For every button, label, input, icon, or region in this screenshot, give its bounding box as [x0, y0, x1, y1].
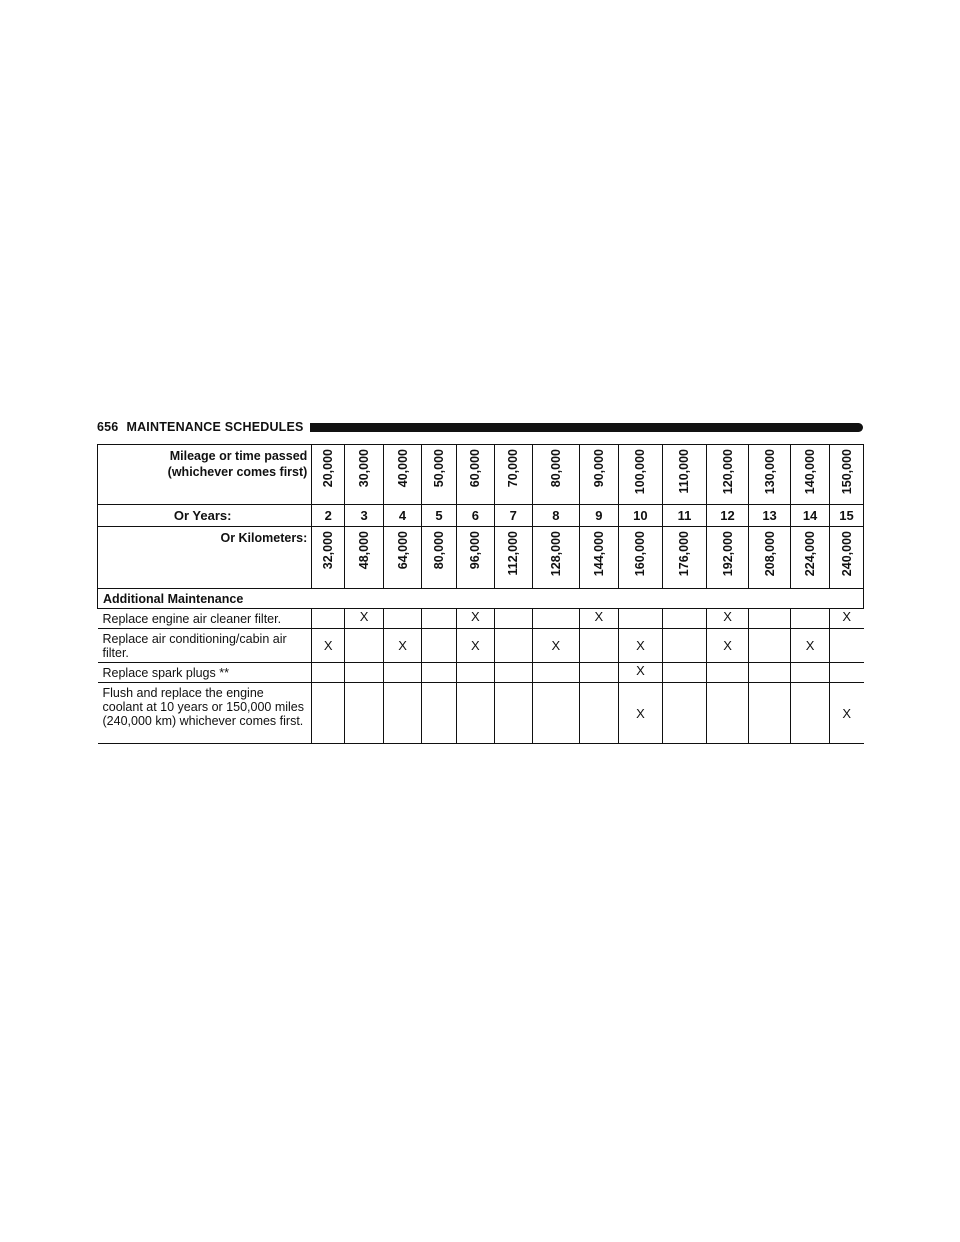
schedule-mark [422, 663, 457, 683]
kilometers-label: Or Kilometers: [98, 527, 312, 589]
year-cell: 4 [384, 505, 422, 527]
mileage-cell [830, 445, 864, 505]
schedule-mark: X [384, 629, 422, 663]
year-cell: 2 [312, 505, 345, 527]
kilometer-value: 128,000 [548, 531, 563, 577]
schedule-mark [532, 663, 579, 683]
kilometer-cell [422, 527, 457, 589]
kilometer-cell [345, 527, 384, 589]
kilometer-cell [532, 527, 579, 589]
mileage-cell [791, 445, 830, 505]
kilometer-value: 96,000 [468, 531, 483, 570]
mileage-value: 110,000 [677, 449, 692, 494]
schedule-mark [422, 683, 457, 744]
task-label: Replace spark plugs ** [98, 663, 312, 683]
kilometer-cell [618, 527, 662, 589]
kilometer-value: 32,000 [321, 531, 336, 570]
schedule-mark [345, 629, 384, 663]
schedule-mark [791, 609, 830, 629]
schedule-mark: X [618, 663, 662, 683]
schedule-mark [707, 663, 749, 683]
kilometer-value: 144,000 [591, 531, 606, 577]
mileage-value: 150,000 [839, 449, 854, 495]
year-cell: 12 [707, 505, 749, 527]
schedule-mark: X [456, 629, 494, 663]
kilometer-value: 160,000 [633, 531, 648, 577]
schedule-mark [456, 663, 494, 683]
mileage-label-line2: (whichever comes first) [167, 465, 308, 479]
schedule-mark [662, 629, 706, 663]
schedule-mark [312, 609, 345, 629]
mileage-cell [384, 445, 422, 505]
schedule-mark [579, 683, 618, 744]
schedule-mark [345, 663, 384, 683]
schedule-mark [345, 683, 384, 744]
task-label: Replace air conditioning/cabin air filter. [98, 629, 312, 663]
kilometer-cell [749, 527, 791, 589]
kilometer-cell [494, 527, 532, 589]
year-cell: 7 [494, 505, 532, 527]
schedule-mark [532, 609, 579, 629]
schedule-mark [312, 663, 345, 683]
schedule-mark: X [707, 629, 749, 663]
mileage-cell [662, 445, 706, 505]
schedule-mark [384, 609, 422, 629]
kilometer-cell [384, 527, 422, 589]
mileage-cell [579, 445, 618, 505]
mileage-value: 30,000 [357, 449, 372, 488]
mileage-label [98, 445, 312, 505]
schedule-mark [312, 683, 345, 744]
kilometers-row [98, 527, 864, 589]
schedule-mark [749, 663, 791, 683]
year-cell: 8 [532, 505, 579, 527]
kilometer-value: 240,000 [839, 531, 854, 577]
mileage-value: 100,000 [633, 449, 648, 495]
schedule-mark [532, 683, 579, 744]
kilometer-cell [707, 527, 749, 589]
year-cell: 5 [422, 505, 457, 527]
mileage-cell [707, 445, 749, 505]
mileage-value: 70,000 [506, 449, 521, 488]
schedule-mark [494, 683, 532, 744]
year-cell: 11 [662, 505, 706, 527]
year-cell: 14 [791, 505, 830, 527]
schedule-mark [384, 663, 422, 683]
kilometer-value: 208,000 [762, 531, 777, 577]
mileage-cell [532, 445, 579, 505]
kilometer-value: 192,000 [720, 531, 735, 577]
kilometer-value: 64,000 [395, 531, 410, 570]
mileage-value: 40,000 [395, 449, 410, 488]
section-heading-row [98, 589, 864, 609]
mileage-value: 130,000 [762, 449, 777, 495]
schedule-mark [749, 683, 791, 744]
kilometer-cell [791, 527, 830, 589]
schedule-mark [749, 609, 791, 629]
mileage-cell [312, 445, 345, 505]
schedule-mark [662, 683, 706, 744]
task-label: Replace engine air cleaner filter. [98, 609, 312, 629]
kilometer-value: 224,000 [803, 531, 818, 577]
mileage-value: 80,000 [548, 449, 563, 488]
year-cell: 3 [345, 505, 384, 527]
mileage-cell [345, 445, 384, 505]
schedule-mark [707, 683, 749, 744]
schedule-mark: X [345, 609, 384, 629]
year-cell: 6 [456, 505, 494, 527]
schedule-mark: X [618, 683, 662, 744]
table-row [98, 663, 864, 683]
section-title: MAINTENANCE SCHEDULES [126, 420, 304, 434]
table-row [98, 629, 864, 663]
schedule-mark [422, 629, 457, 663]
schedule-mark: X [312, 629, 345, 663]
schedule-mark [662, 663, 706, 683]
kilometer-cell [830, 527, 864, 589]
kilometer-cell [312, 527, 345, 589]
mileage-cell [749, 445, 791, 505]
schedule-mark: X [618, 629, 662, 663]
schedule-mark: X [830, 609, 864, 629]
page-number: 656 [97, 420, 119, 434]
schedule-mark [579, 663, 618, 683]
schedule-mark [749, 629, 791, 663]
table-row [98, 609, 864, 629]
schedule-mark [791, 683, 830, 744]
schedule-mark [494, 609, 532, 629]
maintenance-table [97, 444, 864, 744]
page-header [97, 417, 863, 437]
schedule-mark [579, 629, 618, 663]
schedule-mark [618, 609, 662, 629]
schedule-mark [830, 629, 864, 663]
kilometer-cell [579, 527, 618, 589]
schedule-mark [494, 663, 532, 683]
kilometer-value: 80,000 [431, 531, 446, 570]
year-cell: 10 [618, 505, 662, 527]
kilometer-cell [456, 527, 494, 589]
mileage-value: 120,000 [720, 449, 735, 495]
schedule-mark: X [579, 609, 618, 629]
years-row [98, 505, 864, 527]
schedule-mark [830, 663, 864, 683]
year-cell: 13 [749, 505, 791, 527]
mileage-value: 140,000 [803, 449, 818, 495]
schedule-mark: X [532, 629, 579, 663]
years-label: Or Years: [98, 505, 312, 527]
task-label: Flush and replace the engine coolant at 10 years or 150,000 miles (240,000 km) whichever comes first. [98, 683, 312, 744]
mileage-value: 90,000 [591, 449, 606, 488]
mileage-cell [422, 445, 457, 505]
mileage-cell [618, 445, 662, 505]
year-cell: 9 [579, 505, 618, 527]
schedule-mark [384, 683, 422, 744]
mileage-cell [456, 445, 494, 505]
year-cell: 15 [830, 505, 864, 527]
mileage-value: 60,000 [468, 449, 483, 488]
schedule-mark: X [456, 609, 494, 629]
schedule-mark: X [830, 683, 864, 744]
schedule-mark [791, 663, 830, 683]
mileage-cell [494, 445, 532, 505]
schedule-mark [456, 683, 494, 744]
schedule-mark: X [791, 629, 830, 663]
kilometer-cell [662, 527, 706, 589]
schedule-mark: X [707, 609, 749, 629]
header-rule [310, 423, 863, 432]
schedule-mark [422, 609, 457, 629]
mileage-value: 20,000 [321, 449, 336, 488]
schedule-mark [494, 629, 532, 663]
table-row [98, 683, 864, 744]
section-heading: Additional Maintenance [98, 589, 864, 609]
mileage-value: 50,000 [431, 449, 446, 488]
kilometer-value: 112,000 [506, 531, 521, 576]
schedule-mark [662, 609, 706, 629]
kilometer-value: 176,000 [677, 531, 692, 577]
mileage-row [98, 445, 864, 505]
kilometer-value: 48,000 [357, 531, 372, 570]
mileage-label-line1: Mileage or time passed [169, 449, 308, 463]
